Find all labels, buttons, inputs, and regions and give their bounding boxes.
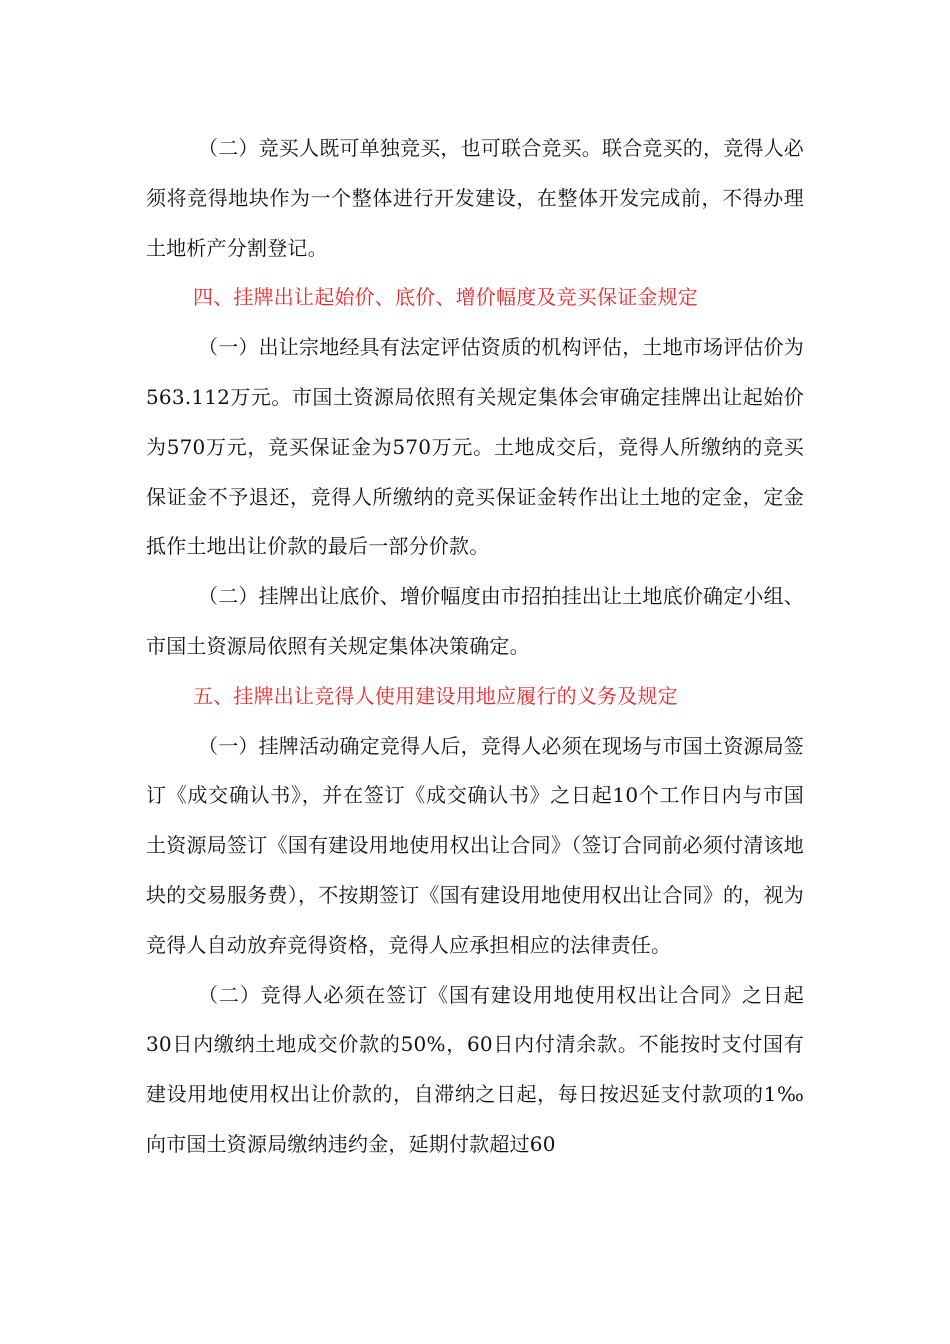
paragraph-appraisal-price: （一）出让宗地经具有法定评估资质的机构评估，土地市场评估价为563.112万元。市国土资源局依照有关规定集体会审确定挂牌出让起始价为570万元，竞买保证金为570万元。土地成交后，竞得人所缴纳的竞买保证金不予退还，竞得人所缴纳的竞买保证金转作出让土地的定金，定金抵作土地出让价款的最后一部分价款。 bbox=[146, 335, 804, 559]
section-heading-four: 四、挂牌出让起始价、底价、增价幅度及竞买保证金规定 bbox=[193, 285, 698, 310]
paragraph-reserve-price: （二）挂牌出让底价、增价幅度由市招拍挂出让土地底价确定小组、市国土资源局依照有关规定集体决策确定。 bbox=[146, 584, 804, 658]
paragraph-payment-terms: （二）竞得人必须在签订《国有建设用地使用权出让合同》之日起30日内缴纳土地成交价款的50%，60日内付清余款。不能按时支付国有建设用地使用权出让价款的，自滞纳之日起，每日按迟延支付款项的1‰向市国土资源局缴纳违约金，延期付款超过60 bbox=[146, 982, 804, 1156]
paragraph-joint-bidding: （二）竞买人既可单独竞买，也可联合竞买。联合竞买的，竞得人必须将竞得地块作为一个整体进行开发建设，在整体开发完成前，不得办理土地析产分割登记。 bbox=[146, 136, 804, 260]
section-heading-five: 五、挂牌出让竞得人使用建设用地应履行的义务及规定 bbox=[193, 683, 678, 708]
paragraph-confirmation-contract: （一）挂牌活动确定竞得人后，竞得人必须在现场与市国土资源局签订《成交确认书》，并在签订《成交确认书》之日起10个工作日内与市国土资源局签订《国有建设用地使用权出让合同》（签订合同前必须付清该地块的交易服务费），不按期签订《国有建设用地使用权出让合同》的，视为竞得人自动放弃竞得资格，竞得人应承担相应的法律责任。 bbox=[146, 733, 804, 957]
document-page bbox=[146, 124, 804, 1170]
